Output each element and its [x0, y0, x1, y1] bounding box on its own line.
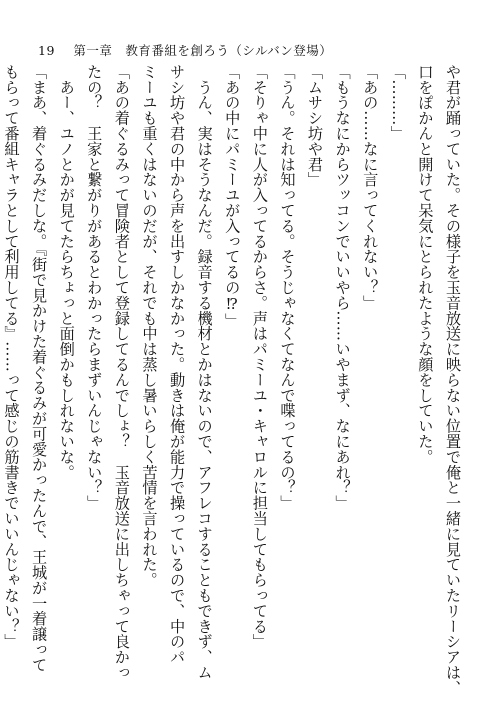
vertical-body-text [0, 64, 466, 696]
text-line: 「あの……なに言ってくれない？」 [361, 64, 380, 311]
text-line: 「うん。それは知ってる。そうじゃなくてなんで喋ってるの？」 [278, 64, 297, 511]
text-line: 口をぽかんと開けて呆気にとられたような顔をしていた。 [416, 64, 435, 465]
chapter-title: 第一章 教育番組を創ろう（シルバン登場） [73, 43, 333, 58]
text-line: サシ坊や君の中から声を出すしかなかった。動きは俺が能力で操っているので、中のパ [168, 64, 187, 665]
page-header [38, 41, 332, 59]
text-line: もらって番組キャラとして利用してる』……って感じの筋書きでいいんじゃない？」 [2, 64, 21, 650]
text-line: あー、ユノとかが見てたらちょっと面倒かもしれないな。 [57, 64, 76, 480]
page-number: 19 [38, 43, 55, 58]
text-line: うん、実はそうなんだ。録音する機材とかはないので、アフレコすることもできず、ム [195, 64, 214, 680]
text-line: 「もうなにからツッコンでいいやら……いやまず、なにあれ？」 [333, 64, 352, 511]
text-line: 「あの中にパミーユが入ってるの⁉」 [223, 64, 242, 329]
text-line: たの？ 王家と繋がりがあるとわかったらまずいんじゃない？」 [85, 64, 104, 511]
text-line: 「まあ、着ぐるみだしな。『街で見かけた着ぐるみが可愛かったんで、王城が一着譲って [30, 64, 49, 673]
text-line: ミーユも重くはないのだが、それでも中は蒸し暑いらしく苦情を言われた。 [140, 64, 159, 588]
text-line: 「………」 [388, 64, 407, 141]
text-line: 「そりゃ中に人が入ってるからさ。声はパミーユ・キャロルに担当してもらってる」 [250, 64, 269, 650]
text-line: や君が踊っていた。その様子を玉音放送に映らない位置で俺と一緒に見ていたリーシアは、 [444, 64, 462, 696]
text-line: 「あの着ぐるみって冒険者として登録してるんでしょ？ 玉音放送に出しちゃって良かっ [112, 64, 131, 680]
text-line: 「ムサシ坊や君」 [306, 64, 325, 188]
